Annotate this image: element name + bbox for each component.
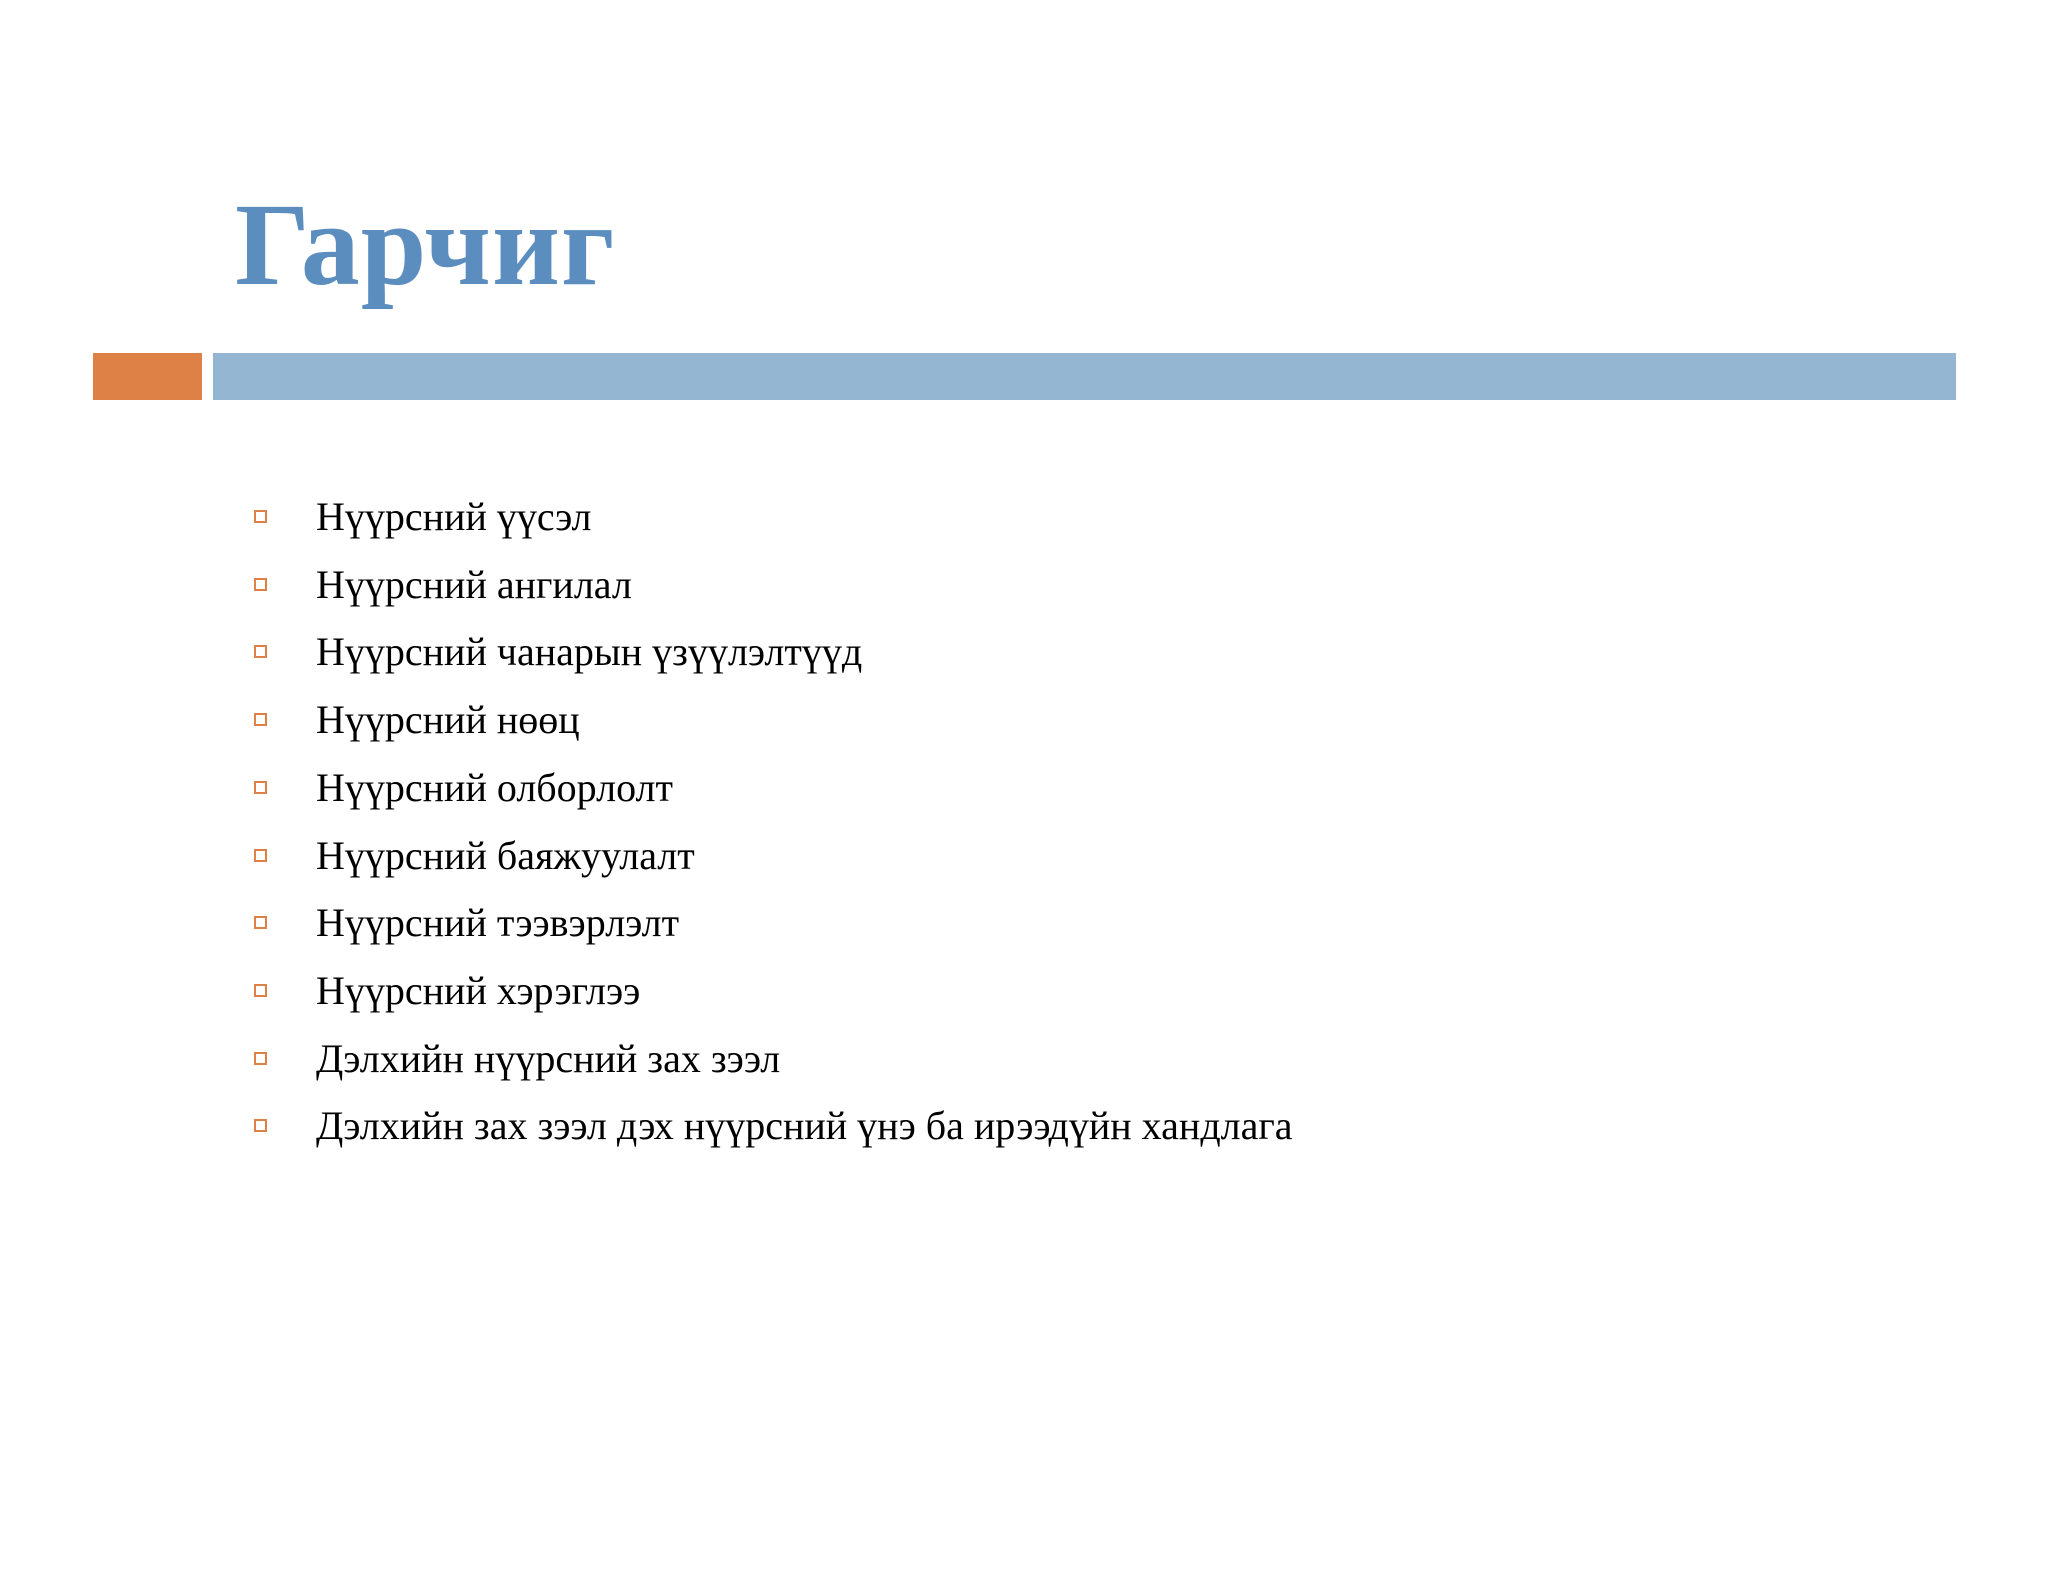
accent-bar-orange xyxy=(93,353,202,400)
list-item xyxy=(252,690,1852,750)
list-item xyxy=(252,1029,1852,1089)
hollow-square-icon xyxy=(254,916,267,929)
hollow-square-icon xyxy=(254,1119,267,1132)
hollow-square-icon xyxy=(254,645,267,658)
list-item xyxy=(252,961,1852,1021)
list-item xyxy=(252,758,1852,818)
list-item-text: Нүүрсний тээвэрлэлт xyxy=(316,900,680,945)
list-item xyxy=(252,893,1852,953)
hollow-square-icon xyxy=(254,510,267,523)
hollow-square-icon xyxy=(254,849,267,862)
hollow-square-icon xyxy=(254,1052,267,1065)
list-item-text: Нүүрсний нөөц xyxy=(316,697,580,742)
list-item xyxy=(252,622,1852,682)
hollow-square-icon xyxy=(254,713,267,726)
list-item-text: Дэлхийн нүүрсний зах зээл xyxy=(316,1036,781,1081)
list-item xyxy=(252,487,1852,547)
hollow-square-icon xyxy=(254,578,267,591)
list-item-text: Дэлхийн зах зээл дэх нүүрсний үнэ ба ирээдүйн хандлага xyxy=(316,1103,1293,1148)
hollow-square-icon xyxy=(254,781,267,794)
list-item-text: Нүүрсний ангилал xyxy=(316,562,632,607)
list-item-text: Нүүрсний чанарын үзүүлэлтүүд xyxy=(316,629,863,674)
list-item-text: Нүүрсний баяжуулалт xyxy=(316,833,695,878)
accent-bar-blue xyxy=(213,353,1956,400)
list-item-text: Нүүрсний үүсэл xyxy=(316,494,592,539)
hollow-square-icon xyxy=(254,984,267,997)
list-item xyxy=(252,826,1852,886)
list-item xyxy=(252,555,1852,615)
slide-title: Гарчиг xyxy=(235,179,616,310)
list-item xyxy=(252,1096,1852,1156)
list-item-text: Нүүрсний олборлолт xyxy=(316,765,673,810)
list-item-text: Нүүрсний хэрэглээ xyxy=(316,968,641,1013)
